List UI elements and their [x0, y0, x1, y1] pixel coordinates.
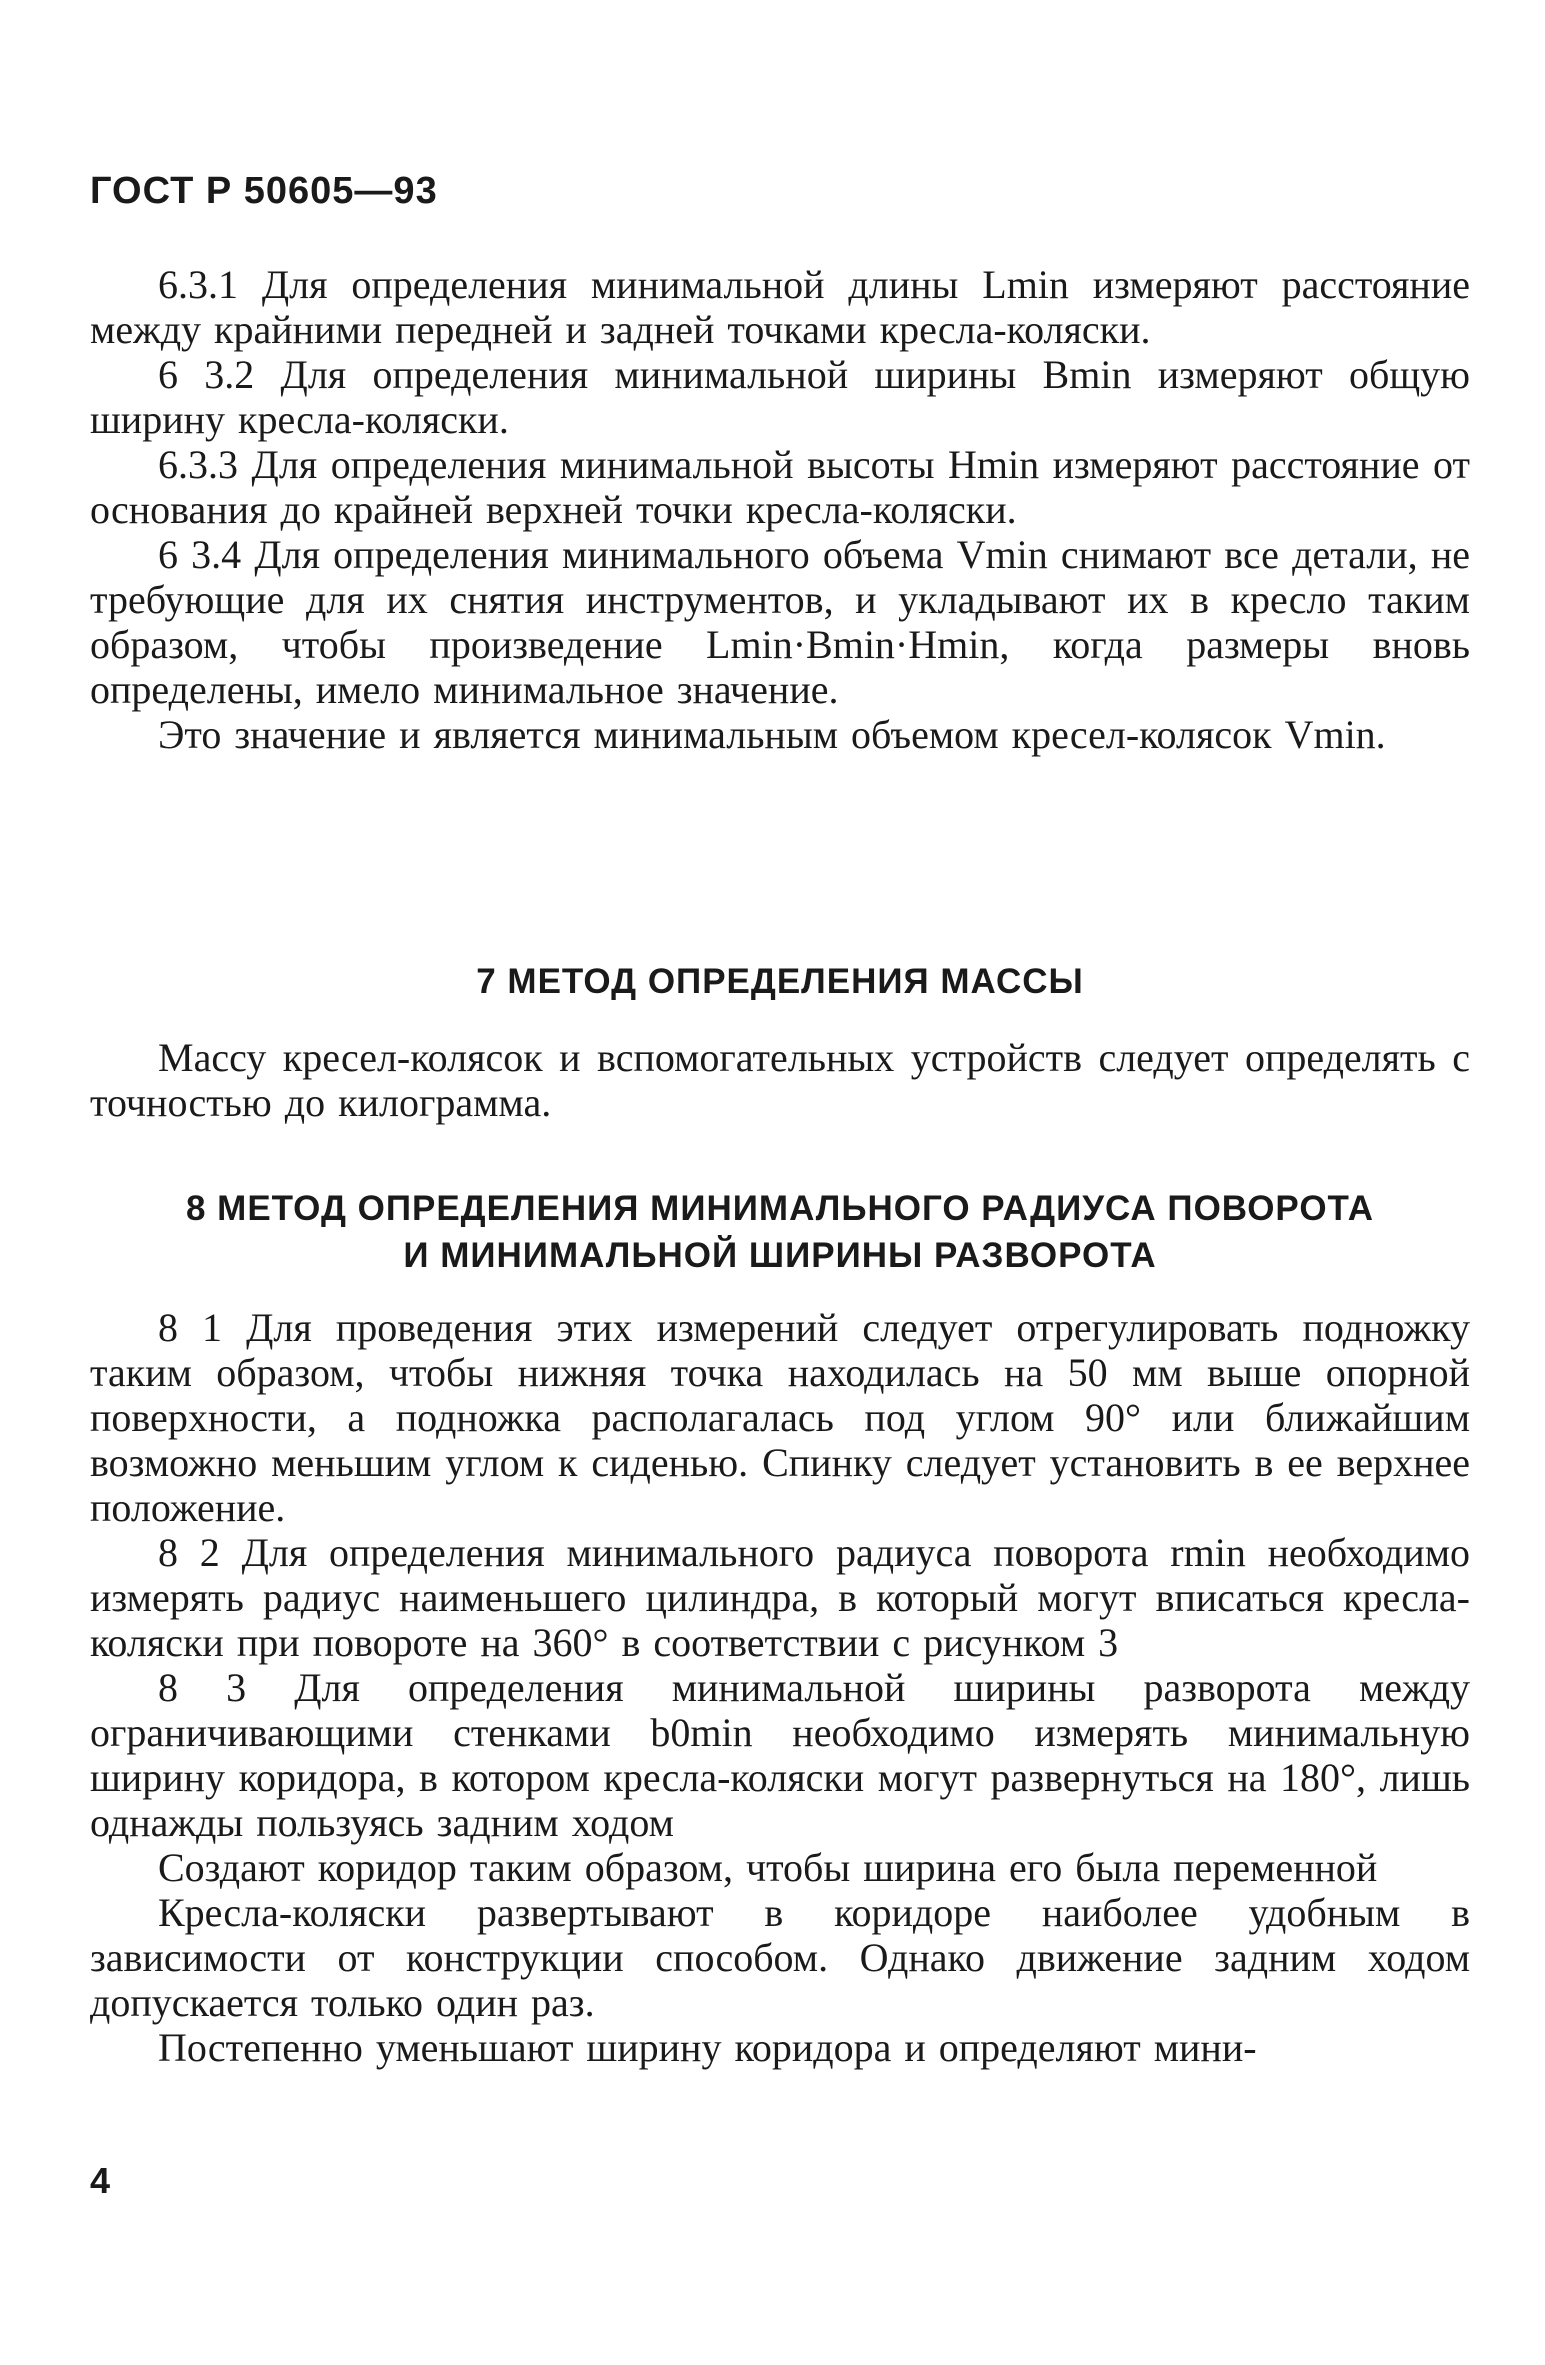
section-8-heading	[90, 1185, 1470, 1279]
document-page	[90, 0, 1480, 2365]
section-8-heading-line-1: 8 МЕТОД ОПРЕДЕЛЕНИЯ МИНИМАЛЬНОГО РАДИУСА ПОВОРОТА	[185, 1189, 1374, 1228]
paragraph-6-3-3: 6.3.3 Для определения минимальной высоты Hmin измеряют расстояние от основания до крайней верхней точки кресла-коляски.	[90, 442, 1470, 532]
section-7-body	[90, 1035, 1470, 1125]
section-6-body	[90, 262, 1470, 757]
section-8-heading-line-2: И МИНИМАЛЬНОЙ ШИРИНЫ РАЗВОРОТА	[403, 1236, 1157, 1275]
paragraph-8-narrowing: Постепенно уменьшают ширину коридора и определяют мини-	[158, 2025, 1257, 2070]
paragraph-7: Массу кресел-колясок и вспомогательных устройств следует определять с точностью до килограмма.	[90, 1035, 1470, 1125]
standard-header: ГОСТ Р 50605—93	[90, 170, 438, 212]
paragraph-8-corridor: Создают коридор таким образом, чтобы ширина его была переменной	[158, 1845, 1378, 1890]
paragraph-6-3-4: 6 3.4 Для определения минимального объема Vmin снимают все детали, не требующие для их снятия инструментов, и укладывают их в кресло таким образом, чтобы произведение Lmin·Bmin·Hmin, когда размеры вновь определены, имело минимальное значение.	[90, 532, 1470, 712]
paragraph-8-1: 8 1 Для проведения этих измерений следует отрегулировать подножку таким образом, чтобы нижняя точка находилась на 50 мм выше опорной поверхности, а подножка располагалась под углом 90° или ближайшим возможно меньшим углом к сиденью. Спинку следует установить в ее верхнее положение.	[90, 1305, 1470, 1530]
section-7-heading: 7 МЕТОД ОПРЕДЕЛЕНИЯ МАССЫ	[476, 962, 1084, 1001]
paragraph-8-3: 8 3 Для определения минимальной ширины разворота между ограничивающими стенками b0min необходимо измерять минимальную ширину коридора, в котором кресла-коляски могут развернуться на 180°, лишь однажды пользуясь задним ходом	[90, 1665, 1470, 1845]
section-8-body	[90, 1305, 1470, 2070]
paragraph-6-3-1: 6.3.1 Для определения минимальной длины Lmin измеряют расстояние между крайними передней и задней точками кресла-коляски.	[90, 262, 1470, 352]
paragraph-6-conclusion: Это значение и является минимальным объемом кресел-колясок Vmin.	[158, 712, 1386, 757]
page-number: 4	[90, 2160, 111, 2201]
paragraph-8-turning: Кресла-коляски развертывают в коридоре наиболее удобным в зависимости от конструкции способом. Однако движение задним ходом допускается только один раз.	[90, 1890, 1470, 2025]
paragraph-8-2: 8 2 Для определения минимального радиуса поворота rmin необходимо измерять радиус наименьшего цилиндра, в который могут вписаться кресла-коляски при повороте на 360° в соответствии с рисунком 3	[90, 1530, 1470, 1665]
paragraph-6-3-2: 6 3.2 Для определения минимальной ширины Bmin измеряют общую ширину кресла-коляски.	[90, 352, 1470, 442]
